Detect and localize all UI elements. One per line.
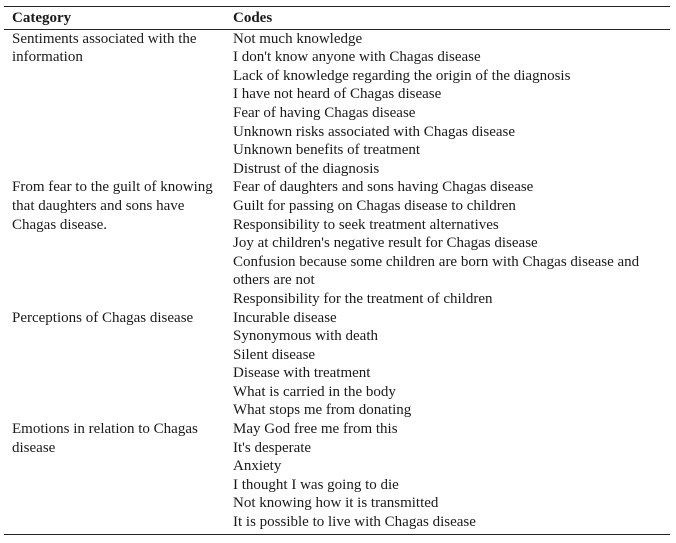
code-item: Silent disease <box>233 346 316 363</box>
code-item: Not much knowledge <box>233 30 363 47</box>
code-item: It's desperate <box>233 439 312 456</box>
category-cell: Sentiments associated with the information <box>12 30 197 66</box>
code-item: Responsibility to seek treatment alternatives <box>233 216 499 233</box>
codes-cell <box>233 29 670 178</box>
code-item: Disease with treatment <box>233 365 371 382</box>
code-item: I don't know anyone with Chagas disease <box>233 49 481 66</box>
code-item: Distrust of the diagnosis <box>233 160 380 177</box>
code-item: Synonymous with death <box>233 328 378 345</box>
code-item: Fear of daughters and sons having Chagas disease <box>233 179 534 196</box>
category-cell: Perceptions of Chagas disease <box>12 309 194 326</box>
code-item: Guilt for passing on Chagas disease to children <box>233 197 516 214</box>
codes-column-header: Codes <box>233 7 670 30</box>
code-item: Unknown risks associated with Chagas disease <box>233 123 516 140</box>
codes-cell <box>233 178 670 308</box>
code-item: Unknown benefits of treatment <box>233 142 421 159</box>
code-item: May God free me from this <box>233 421 398 438</box>
code-item: I thought I was going to die <box>233 476 399 493</box>
code-item: What stops me from donating <box>233 402 412 419</box>
code-item: What is carried in the body <box>233 383 396 400</box>
category-cell: From fear to the guilt of knowing that daughters and sons have Chagas disease. <box>12 179 213 233</box>
codes-table-container <box>4 6 670 535</box>
category-codes-table <box>4 6 670 535</box>
code-item: Fear of having Chagas disease <box>233 104 416 121</box>
table-row <box>4 29 670 178</box>
category-column-header: Category <box>4 7 233 30</box>
code-item: Anxiety <box>233 458 282 475</box>
table-row <box>4 178 670 308</box>
code-item: Responsibility for the treatment of children <box>233 290 493 307</box>
code-item: It is possible to live with Chagas disease <box>233 514 476 531</box>
codes-cell <box>233 420 670 534</box>
codes-cell <box>233 309 670 421</box>
code-item: Confusion because some children are born with Chagas disease and others are not <box>233 253 640 289</box>
code-item: Lack of knowledge regarding the origin of the diagnosis <box>233 67 571 84</box>
category-cell: Emotions in relation to Chagas disease <box>4 420 233 534</box>
code-item: I have not heard of Chagas disease <box>233 86 442 103</box>
code-item: Joy at children's negative result for Chagas disease <box>233 235 538 252</box>
table-row <box>4 309 670 421</box>
code-item: Not knowing how it is transmitted <box>233 495 439 512</box>
code-item: Incurable disease <box>233 309 337 326</box>
table-header-row <box>4 7 670 30</box>
table-row <box>4 420 670 534</box>
